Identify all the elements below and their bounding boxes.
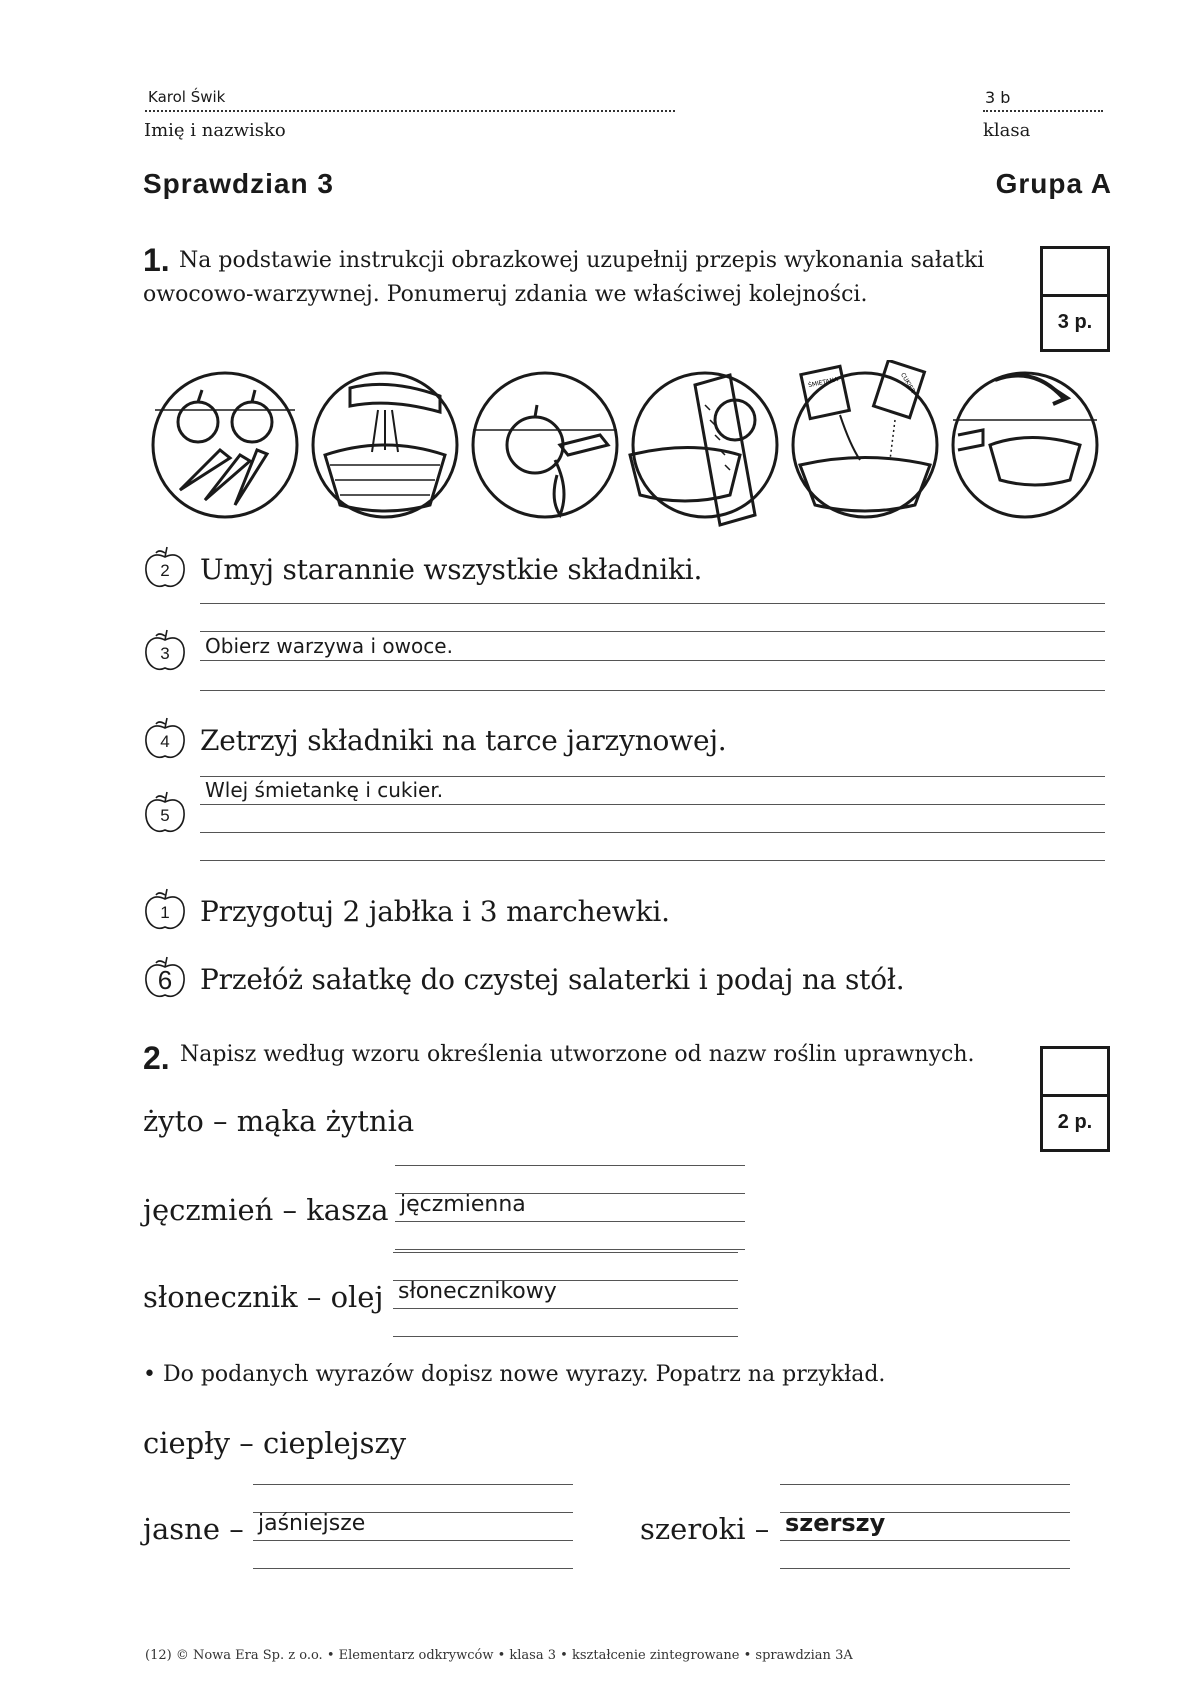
task2-number: 2. — [143, 1040, 170, 1076]
answer-line — [780, 1568, 1070, 1569]
task2-sub-instruction: • Do podanych wyrazów dopisz nowe wyrazy. Popatrz na przykład. — [143, 1362, 886, 1387]
class-field-line — [983, 110, 1103, 112]
step-text[interactable]: Obierz warzywa i owoce. — [205, 634, 453, 658]
answer-line — [253, 1540, 573, 1541]
task2-item-2-answer[interactable]: słonecznikowy — [398, 1279, 557, 1304]
task2-item-1-answer[interactable]: jęczmienna — [400, 1192, 526, 1217]
step-number-apple[interactable] — [143, 955, 187, 999]
task2-example: żyto – mąka żytnia — [143, 1104, 415, 1138]
answer-line — [200, 603, 1105, 604]
task1-points: 3 p. — [1057, 311, 1093, 333]
grating-icon — [630, 373, 777, 525]
answer-line — [200, 631, 1105, 632]
answer-line — [395, 1165, 745, 1166]
task2-item-1-prompt: jęczmień – kasza — [143, 1193, 389, 1227]
answer-line — [253, 1484, 573, 1485]
name-field-line — [145, 110, 675, 112]
step-number: 4 — [160, 732, 170, 751]
answer-line — [780, 1540, 1070, 1541]
serving-icon — [953, 373, 1097, 517]
task2-sub-item-1-answer[interactable]: jaśniejsze — [258, 1511, 366, 1536]
name-value[interactable]: Karol Świk — [148, 88, 226, 106]
answer-line — [395, 1249, 745, 1250]
step-number-apple[interactable] — [143, 887, 187, 931]
footer: (12) © Nowa Era Sp. z o.o. • Elementarz odkrywców • klasa 3 • kształcenie zintegrowane • sprawdzian 3A — [145, 1648, 853, 1663]
task2-points-box — [1040, 1046, 1110, 1152]
step-number-apple[interactable] — [143, 790, 187, 834]
washing-icon — [313, 373, 457, 517]
answer-line — [393, 1252, 738, 1253]
task2-sub-item-1-prompt: jasne – — [143, 1512, 244, 1546]
task2-instruction: Napisz według wzoru określenia utworzone od nazw roślin uprawnych. — [180, 1042, 975, 1067]
answer-line — [200, 776, 1105, 777]
step-text[interactable]: Wlej śmietankę i cukier. — [205, 778, 444, 802]
task1-points-box — [1040, 246, 1110, 352]
recipe-picture-strip — [150, 360, 1100, 530]
step-text: Umyj starannie wszystkie składniki. — [200, 553, 703, 586]
answer-line — [393, 1336, 738, 1337]
step-text: Zetrzyj składniki na tarce jarzynowej. — [200, 724, 727, 757]
sugar-package-label: CUKIER — [899, 371, 917, 395]
name-label: Imię i nazwisko — [144, 120, 286, 141]
answer-line — [200, 832, 1105, 833]
peeling-icon — [473, 373, 617, 517]
step-number-apple[interactable] — [143, 716, 187, 760]
step-number: 2 — [160, 561, 170, 580]
answer-line — [200, 690, 1105, 691]
answer-line — [200, 860, 1105, 861]
answer-line — [200, 660, 1105, 661]
task2-sub-item-2-prompt: szeroki – — [640, 1512, 770, 1546]
task1-instruction: Na podstawie instrukcji obrazkowej uzupełnij przepis wykonania sałatki owocowo-warzywnej. Ponumeruj zdania we właściwej kolejności. — [143, 248, 985, 307]
step-text: Przygotuj 2 jabłka i 3 marchewki. — [200, 895, 670, 928]
answer-line — [200, 804, 1105, 805]
class-value[interactable]: 3 b — [985, 88, 1011, 107]
answer-line — [253, 1568, 573, 1569]
step-number: 6 — [157, 965, 173, 995]
class-label: klasa — [983, 120, 1031, 141]
apples-carrots-icon — [153, 373, 297, 517]
task2-points: 2 p. — [1057, 1111, 1093, 1133]
page-title: Sprawdzian 3 — [143, 168, 334, 199]
step-number-apple[interactable] — [143, 628, 187, 672]
task2-sub-example: ciepły – cieplejszy — [143, 1426, 407, 1460]
answer-line — [393, 1308, 738, 1309]
task1-number: 1. — [143, 242, 170, 278]
cream-package-label: ŚMIETANA — [807, 376, 839, 390]
step-number: 5 — [160, 806, 170, 825]
step-number: 3 — [160, 644, 170, 663]
step-number-apple[interactable] — [143, 545, 187, 589]
task2-item-2-prompt: słonecznik – olej — [143, 1280, 384, 1314]
group-label: Grupa A — [995, 168, 1112, 199]
answer-line — [395, 1221, 745, 1222]
task2-sub-item-2-answer[interactable]: szerszy — [785, 1509, 886, 1537]
step-number: 1 — [160, 903, 170, 922]
answer-line — [780, 1484, 1070, 1485]
step-text: Przełóż sałatkę do czystej salaterki i podaj na stół. — [200, 963, 905, 996]
